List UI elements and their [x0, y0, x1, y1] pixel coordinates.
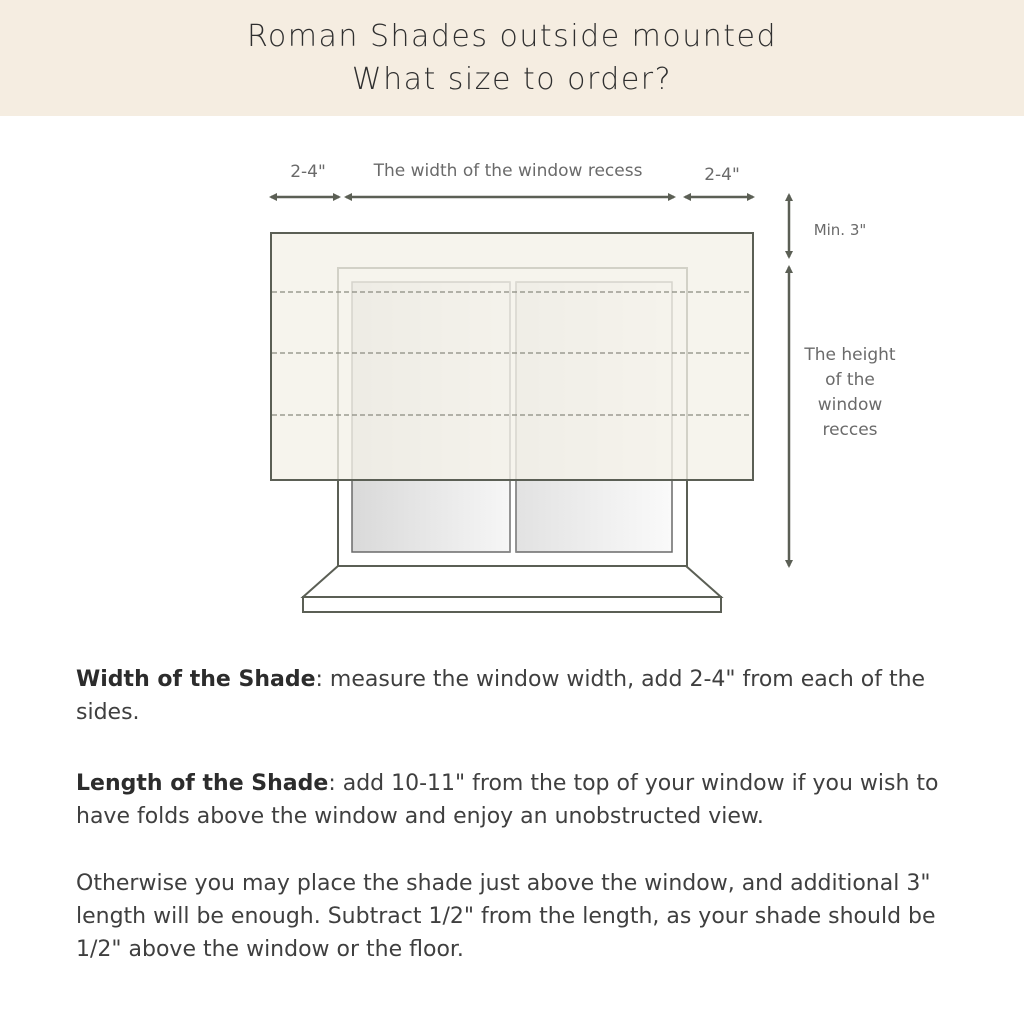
- recess-height-label: [803, 345, 896, 440]
- width-heading: Width of the Shade: [76, 667, 316, 692]
- height-label-line: recces: [822, 420, 878, 440]
- length-instructions: [76, 767, 986, 833]
- page-title-line-2: What size to order?: [351, 62, 673, 97]
- window-sill: [303, 566, 721, 612]
- height-label-line: of the: [825, 370, 875, 390]
- roman-shade: [271, 233, 753, 480]
- recess-width-label: The width of the window recess: [373, 161, 643, 181]
- alternative-instructions: Otherwise you may place the shade just above the window, and additional 3" length will be enough. Subtract 1/2" from the length, as your shade should be 1/2" above the window or the floor.: [76, 871, 936, 962]
- length-heading: Length of the Shade: [76, 771, 329, 796]
- width-instructions: [76, 663, 986, 729]
- height-label-line: The height: [804, 345, 896, 365]
- left-margin-label: 2-4": [290, 162, 326, 182]
- height-label-line: window: [817, 395, 883, 415]
- width-text: : measure the window width, add 2-4" from each of the sides.: [76, 667, 926, 725]
- length-text: : add 10-11" from the top of your window if you wish to have folds above the window and enjoy an unobstructed view.: [76, 771, 939, 829]
- min-above-label: Min. 3": [813, 221, 867, 239]
- right-margin-label: 2-4": [704, 165, 740, 185]
- page-title-line-1: Roman Shades outside mounted: [246, 19, 778, 54]
